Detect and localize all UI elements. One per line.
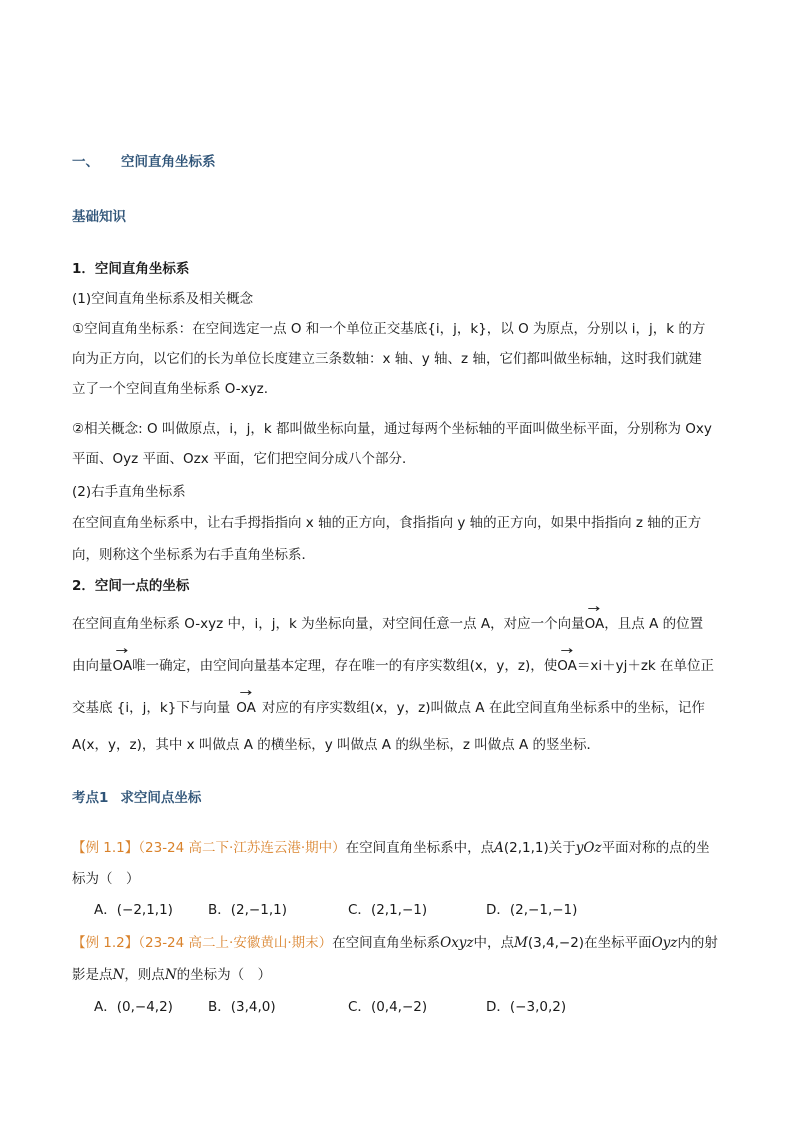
example2-question-line1 (72, 933, 718, 953)
example2-text-c: 在坐标平面 (584, 935, 652, 951)
option-letter: B． (208, 902, 231, 918)
example2-system: Oxyz (440, 935, 474, 951)
vector-oa: → OA (557, 656, 577, 676)
section-title: 空间直角坐标系 (121, 154, 216, 170)
topic2-title: 2．空间一点的坐标 (72, 578, 190, 594)
example1-text-b: 关于 (548, 840, 576, 856)
topic1-p1-line2: 向为正方向，以它们的长为单位长度建立三条数轴：x 轴、y 轴、z 轴，它们都叫做坐标轴，这时我们就建 (72, 351, 702, 367)
topic2-line2 (72, 656, 714, 676)
option-letter: D． (486, 902, 510, 918)
option-letter: B． (208, 999, 231, 1015)
topic1-p3-line2: 向，则称这个坐标系为右手直角坐标系． (72, 547, 315, 563)
example1-text-a: 在空间直角坐标系中，点 (345, 840, 495, 856)
topic2-line1-text-b: ，且点 A 的位置 (604, 616, 704, 632)
basic-knowledge-heading: 基础知识 (72, 209, 126, 225)
option-letter: D． (486, 999, 510, 1015)
topic2-line4: A(x，y，z)，其中 x 叫做点 A 的横坐标，y 叫做点 A 的纵坐标，z 叫做点 A 的竖坐标． (72, 737, 601, 753)
topic2-line3-text-a: 交基底 {i，j，k}下与向量 (72, 700, 231, 716)
example1-option-b (208, 900, 287, 920)
example2-point: M (514, 935, 528, 951)
section-heading (72, 152, 216, 172)
example2-question-line2 (72, 965, 271, 985)
topic1-title: 1．空间直角坐标系 (72, 261, 190, 277)
example1-question-line1 (72, 838, 710, 858)
topic1-sub2-title: (2)右手直角坐标系 (72, 484, 186, 500)
example2-text-b: 中，点 (473, 935, 515, 951)
option-letter: A． (94, 999, 117, 1015)
kaodian-label: 考点1 (72, 790, 109, 806)
vector-oa: → OA (585, 614, 605, 634)
vector-oa: → OA (113, 656, 133, 676)
example1-tag: 【例 1.1】（23-24 高二下·江苏连云港·期中） (72, 840, 346, 856)
option-letter: C． (348, 999, 371, 1015)
kaodian-title: 求空间点坐标 (120, 790, 202, 806)
topic2-line2-text-a: 由向量 (72, 658, 113, 674)
topic2-line2-text-c: ＝xi＋yj＋zk 在单位正 (576, 658, 715, 674)
topic2-line1 (72, 614, 703, 634)
example2-option-a (94, 997, 173, 1017)
example1-text-c: 平面对称的点的坐 (601, 840, 710, 856)
example2-line2-text-c: 的坐标为（ ） (176, 967, 272, 983)
option-value: (−2,1,1) (116, 902, 173, 918)
section-number: 一、 (72, 154, 99, 170)
option-value: (0,4,−2) (370, 999, 428, 1015)
option-value: (3,4,0) (230, 999, 276, 1015)
example1-option-c (348, 900, 427, 920)
topic1-p2-line2: 平面、Oyz 平面、Ozx 平面，它们把空间分成八个部分． (72, 451, 416, 467)
example2-option-b (208, 997, 276, 1017)
topic2-line3-text-b: 对应的有序实数组(x，y，z)叫做点 A 在此空间直角坐标系中的坐标，记作 (261, 700, 705, 716)
topic1-p2-line1: ②相关概念: O 叫做原点，i，j，k 都叫做坐标向量，通过每两个坐标轴的平面叫做坐标平面，分别称为 Oxy (72, 421, 712, 437)
option-value: (2,−1,1) (230, 902, 287, 918)
example1-point: A (494, 840, 504, 856)
topic2-line3 (72, 698, 705, 718)
example2-option-c (348, 997, 427, 1017)
option-letter: C． (348, 902, 371, 918)
option-letter: A． (94, 902, 117, 918)
example1-option-a (94, 900, 173, 920)
example2-plane: Oyz (651, 935, 678, 951)
option-value: (2,−1,−1) (509, 902, 578, 918)
example2-option-d (486, 997, 566, 1017)
example1-question-line2: 标为（ ） (72, 871, 140, 887)
topic1-p1-line3: 立了一个空间直角坐标系 O-xyz. (72, 381, 269, 397)
kaodian-heading (72, 788, 201, 808)
topic2-line1-text-a: 在空间直角坐标系 O-xyz 中，i，j，k 为坐标向量，对空间任意一点 A，对应一个向量 (72, 616, 585, 632)
example2-line2-text-a: 影是点 (72, 967, 113, 983)
example2-point-n: N (112, 967, 125, 983)
vector-oa: → OA (236, 698, 256, 718)
example2-line2-text-b: ，则点 (124, 967, 165, 983)
option-value: (2,1,−1) (370, 902, 428, 918)
topic2-line2-text-b: 唯一确定，由空间向量基本定理，存在唯一的有序实数组(x，y，z)，使 (132, 658, 558, 674)
option-value: (0,−4,2) (116, 999, 173, 1015)
topic1-sub1-title: (1)空间直角坐标系及相关概念 (72, 291, 254, 307)
example1-coord: (2,1,1) (503, 840, 549, 856)
example2-text-a: 在空间直角坐标系 (332, 935, 441, 951)
example2-text-d: 内的射 (677, 935, 718, 951)
topic1-p3-line1: 在空间直角坐标系中，让右手拇指指向 x 轴的正方向，食指指向 y 轴的正方向，如果中指指向 z 轴的正方 (72, 515, 702, 531)
example2-coord: (3,4,−2) (527, 935, 585, 951)
example2-point-n: N (164, 967, 177, 983)
example1-option-d (486, 900, 577, 920)
option-value: (−3,0,2) (509, 999, 567, 1015)
example2-tag: 【例 1.2】（23-24 高二上·安徽黄山·期末） (72, 935, 333, 951)
example1-plane: yOz (575, 840, 602, 856)
topic1-p1-line1: ①空间直角坐标系：在空间选定一点 O 和一个单位正交基底{i，j，k}，以 O 为原点，分别以 i，j，k 的方 (72, 321, 706, 337)
